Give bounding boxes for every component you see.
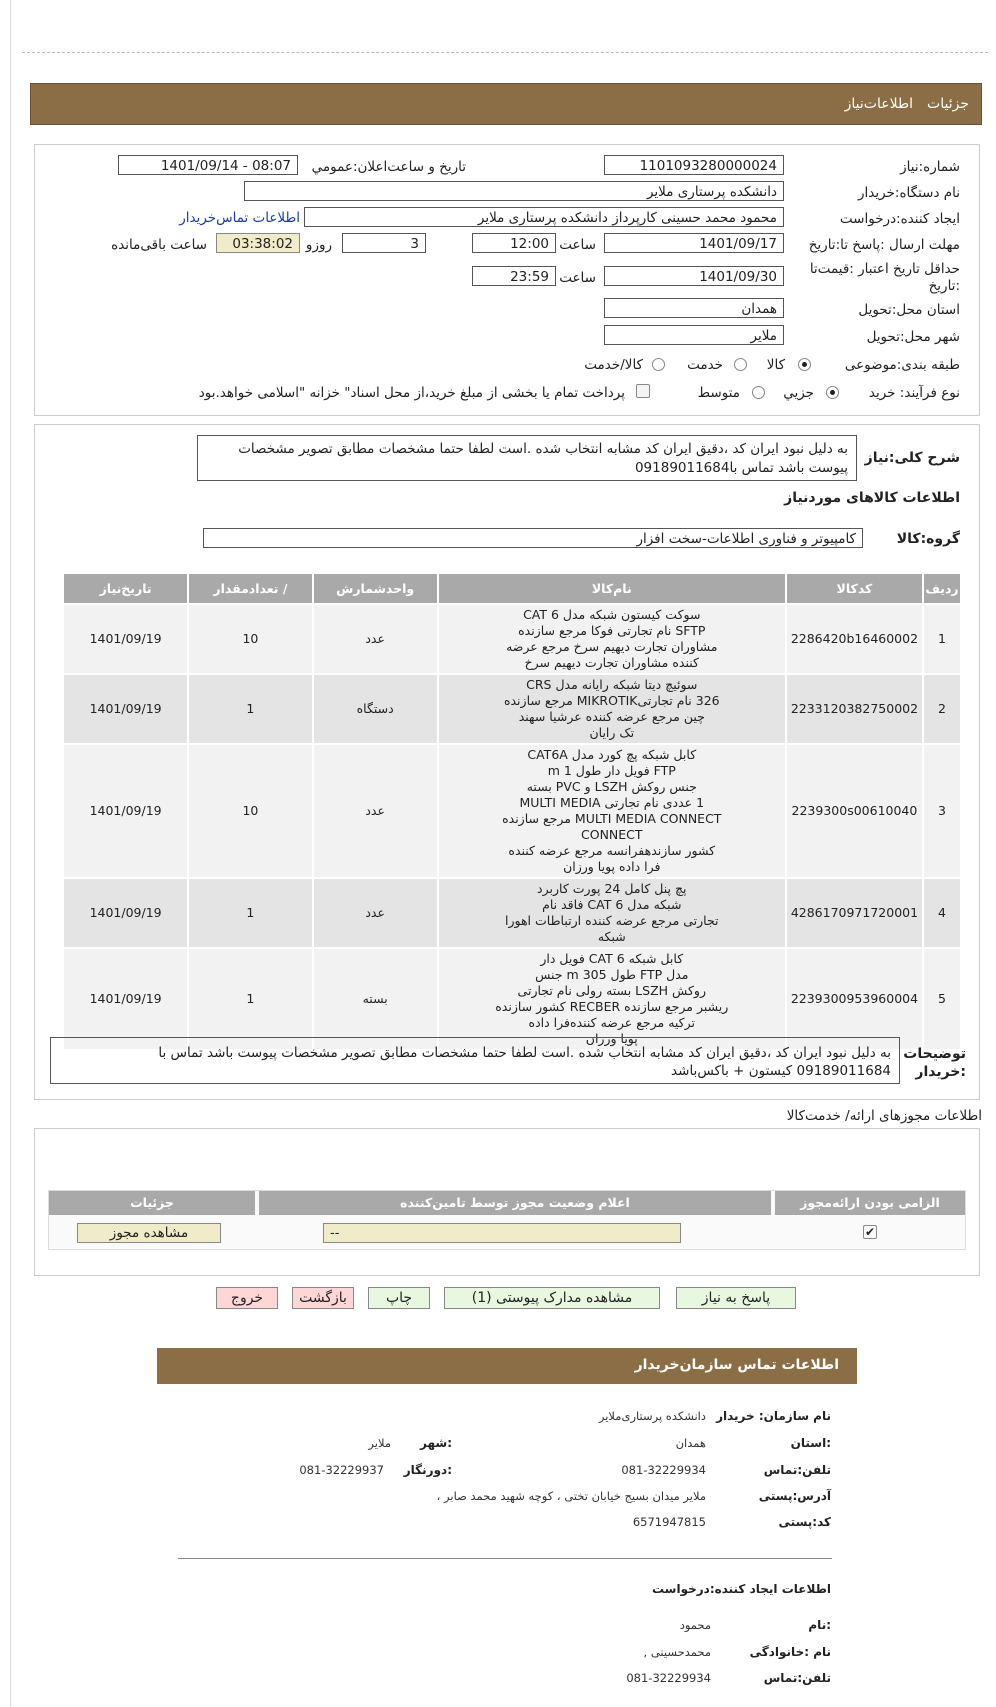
name-line: 1 عددی نام تجارتی MULTI MEDIA [519, 795, 705, 810]
days-label: روزو [305, 237, 332, 253]
validity-date-field: 1401/09/30 [604, 266, 784, 286]
row-name [438, 674, 786, 744]
need-number-field: 1101093280000024 [604, 155, 784, 175]
creator-info-title: اطلاعات ایجاد کننده:درخواست [651, 1582, 831, 1596]
postal-value: 6571947815 [632, 1515, 706, 1529]
phone-value: 081-32229934 [621, 1463, 706, 1477]
row-code: 2233120382750002 [786, 674, 923, 744]
category-goods-radio[interactable] [798, 358, 811, 371]
items-table [62, 572, 962, 1051]
address-label: آدرس:پستی [758, 1489, 831, 1503]
name-line: پویا ورزان [585, 1031, 638, 1046]
row-code: 2286420b16460002 [786, 604, 923, 674]
category-both-label: کالا/خدمت [584, 357, 643, 373]
attachments-button[interactable]: مشاهده مدارک پیوستی (1) [444, 1287, 660, 1309]
row-qty: 1 [188, 674, 312, 744]
row-unit: دستگاه [313, 674, 438, 744]
process-medium-label: متوسط [697, 385, 740, 401]
license-required-checkbox[interactable]: ✔ [864, 1225, 876, 1239]
col-code: کدکالا [786, 573, 923, 604]
city-field: ملایر [604, 325, 784, 345]
row-index: 5 [923, 948, 961, 1050]
row-index: 2 [923, 674, 961, 744]
buyer-notes-line-2: 09189011684 کیستون + باکس‌باشد [671, 1063, 891, 1079]
province-label: استان محل:تحویل [858, 302, 960, 318]
deadline-label: مهلت ارسال :پاسخ تا:تاریخ [808, 237, 960, 253]
row-unit: بسته [313, 948, 438, 1050]
buyer-notes-line-1: به دلیل نبود ایران کد ،دقیق ایران کد مشابه انتخاب شده .است لطفا حتما مشخصات مطابق تصویر مشخصات پیوست باشد تماس با [158, 1045, 891, 1061]
tab-need-info[interactable]: اطلاعات‌نیاز [844, 96, 913, 112]
fax-value: 081-32229937 [299, 1463, 384, 1477]
creator-phone-value: 081-32229934 [626, 1671, 711, 1685]
creator-family-label: نام :خانوادگی [749, 1645, 831, 1659]
row-date: 1401/09/19 [63, 674, 188, 744]
org-label: نام سازمان: خریدار [716, 1409, 831, 1423]
name-line: مدل FTP طول 305 m جنس [535, 967, 689, 982]
license-status-field: -- [323, 1223, 681, 1243]
buyer-notes-label-2: :خریدار [915, 1064, 966, 1080]
table-row [63, 604, 961, 674]
name-line: کابل شبکه پچ کورد مدل CAT6A [527, 747, 697, 762]
col-license-details: جزئیات [49, 1191, 255, 1215]
col-name: نام‌کالا [438, 573, 786, 604]
row-date: 1401/09/19 [63, 604, 188, 674]
table-row [63, 878, 961, 948]
row-date: 1401/09/19 [63, 744, 188, 878]
remaining-timer: 03:38:02 [216, 233, 300, 253]
goods-group-label: گروه:کالا [896, 531, 960, 547]
province-contact-value: همدان [675, 1436, 706, 1450]
items-table-header [63, 573, 961, 604]
col-unit: واحدشمارش [313, 573, 438, 604]
col-qty: / تعدادمقدار [188, 573, 312, 604]
creator-name-value: محمود [679, 1618, 711, 1632]
goods-info-title: اطلاعات کالاهای موردنیاز [784, 490, 960, 506]
name-line: تک رایان [589, 725, 635, 740]
fax-label: :دورنگار [403, 1463, 452, 1477]
name-line: شبکه مدل CAT 6 فاقد نام [542, 897, 682, 912]
city-label: شهر محل:تحویل [866, 329, 960, 345]
deadline-time-field: 12:00 [472, 233, 556, 253]
name-line: پچ پنل کامل 24 پورت کاربرد [537, 881, 687, 896]
name-line: چین مرجع عرضه کننده عرشیا سهند [518, 709, 705, 724]
province-field: همدان [604, 298, 784, 318]
treasury-payment-note: پرداخت تمام یا بخشی از مبلغ خرید،از محل اسناد" خزانه "اسلامی خواهد.بود [198, 385, 625, 401]
validity-label-2: :تاریخ [928, 278, 960, 294]
col-license-required: الزامی بودن ارائه‌مجوز [775, 1191, 965, 1215]
name-line: کشور سازندهفرانسه مرجع عرضه کننده [508, 843, 716, 858]
treasury-payment-checkbox[interactable] [636, 384, 650, 398]
announce-label: تاریخ و ساعت‌اعلان:عمومي [311, 159, 466, 175]
org-value: دانشکده پرستاری‌ملایر [598, 1409, 706, 1423]
table-row [63, 948, 961, 1050]
row-date: 1401/09/19 [63, 948, 188, 1050]
name-line: SFTP نام تجارتی فوکا مرجع سازنده [518, 623, 706, 638]
contact-info-header [157, 1348, 857, 1384]
row-name [438, 948, 786, 1050]
creator-field: محمود محمد حسینی کارپرداز دانشکده پرستاری ملایر [304, 207, 784, 227]
tab-details[interactable]: جزئیات [927, 96, 969, 112]
days-field: 3 [342, 233, 426, 253]
name-line: مشاوران تجارت دیهیم سرخ مرجع عرضه [506, 639, 718, 654]
address-value: ملایر میدان بسیج خیابان تختی ، کوچه شهید محمد صابر ، [436, 1489, 706, 1503]
col-row: ردیف [923, 573, 961, 604]
row-qty: 1 [188, 948, 312, 1050]
summary-text: به دلیل نبود ایران کد ،دقیق ایران کد مشابه انتخاب شده .است لطفا حتما مشخصات مطابق تصویر مشخصات پیوست باشد تماس با09189011684 [197, 435, 857, 481]
remaining-label: ساعت باقی‌مانده [111, 237, 207, 253]
buyer-label: نام دستگاه:خریدار [857, 185, 960, 201]
process-partial-label: جزیي [783, 385, 814, 401]
deadline-time-label: ساعت [559, 237, 596, 253]
creator-phone-label: تلفن:تماس [763, 1671, 831, 1685]
contact-divider [178, 1558, 832, 1559]
name-line: سوئیچ دیتا شبکه رایانه مدل CRS [526, 677, 698, 692]
contact-info-title: اطلاعات تماس سازمان‌خریدار [634, 1357, 839, 1373]
left-border-line [10, 0, 11, 1707]
row-qty: 1 [188, 878, 312, 948]
row-qty: 10 [188, 744, 312, 878]
goods-group-field: کامپیوتر و فناوری اطلاعات-سخت افزار [203, 528, 863, 548]
view-license-button[interactable]: مشاهده مجوز [77, 1223, 221, 1243]
name-line: ترکیه مرجع عرضه کننده‌فرا داده [528, 1015, 695, 1030]
row-code: 2239300953960004 [786, 948, 923, 1050]
creator-name-label: :نام [808, 1618, 831, 1632]
summary-label: شرح کلی:نیاز [864, 450, 960, 466]
name-line: ریشبر مرجع سازنده RECBER کشور سازنده [495, 999, 729, 1014]
row-qty: 10 [188, 604, 312, 674]
city-contact-label: :شهر [420, 1436, 452, 1450]
creator-label: ایجاد کننده:درخواست [839, 211, 960, 227]
table-row [63, 744, 961, 878]
creator-family-value: محمدحسینی , [643, 1645, 711, 1659]
need-number-label: شماره:نیاز [900, 159, 960, 175]
validity-time-field: 23:59 [472, 266, 556, 286]
name-line: MULTI MEDIA CONNECT مرجع سازنده [502, 811, 722, 826]
name-line: CONNECT [581, 827, 643, 842]
row-name [438, 878, 786, 948]
process-medium-radio[interactable] [752, 386, 765, 399]
name-line: کننده مشاوران تجارت دیهیم سرخ [524, 655, 699, 670]
name-line: فرا داده پویا ورزان [563, 859, 661, 874]
row-index: 4 [923, 878, 961, 948]
category-service-label: خدمت [687, 357, 723, 373]
phone-label: تلفن:تماس [763, 1463, 831, 1477]
process-partial-radio[interactable] [826, 386, 839, 399]
process-label: نوع فرآیند: خرید [868, 385, 960, 401]
row-index: 1 [923, 604, 961, 674]
row-name [438, 744, 786, 878]
deadline-date-field: 1401/09/17 [604, 233, 784, 253]
name-line: سوکت کیستون شبکه مدل CAT 6 [523, 607, 701, 622]
name-line: جنس روکش LSZH و PVC بسته [526, 779, 697, 794]
page-header [30, 83, 982, 125]
name-line: شبکه [597, 929, 626, 944]
table-row [63, 674, 961, 744]
row-name [438, 604, 786, 674]
validity-time-label: ساعت [559, 270, 596, 286]
validity-label-1: حداقل تاریخ اعتبار :قیمت‌تا [809, 261, 960, 277]
row-index: 3 [923, 744, 961, 878]
announce-field: 1401/09/14 - 08:07 [118, 155, 298, 175]
category-goods-label: کالا [766, 357, 785, 373]
name-line: کابل شبکه CAT 6 فویل دار [540, 951, 684, 966]
row-unit: عدد [313, 878, 438, 948]
buyer-contact-link[interactable]: اطلاعات تماس‌خریدار [179, 210, 300, 226]
buyer-notes-box [50, 1037, 900, 1084]
licenses-table [48, 1190, 966, 1250]
reply-button[interactable]: پاسخ به نیاز [676, 1287, 796, 1309]
name-line: روکش LSZH بسته رولی نام تجارتی [517, 983, 706, 998]
name-line: 326 نام تجارتیMIKROTIK مرجع سازنده [503, 693, 720, 708]
category-service-radio[interactable] [734, 358, 747, 371]
category-both-radio[interactable] [652, 358, 665, 371]
province-contact-label: :استان [790, 1436, 831, 1450]
col-license-status: اعلام وضعیت مجوز توسط تامین‌کننده [259, 1191, 771, 1215]
row-date: 1401/09/19 [63, 878, 188, 948]
row-code: 4286170971720001 [786, 878, 923, 948]
items-table-wrap [62, 572, 962, 1051]
row-unit: عدد [313, 744, 438, 878]
row-unit: عدد [313, 604, 438, 674]
print-button[interactable]: چاپ [368, 1287, 430, 1309]
back-button[interactable]: بازگشت [292, 1287, 354, 1309]
top-divider [22, 52, 988, 53]
name-line: تجارتی مرجع عرضه کننده ارتباطات اهورا [505, 913, 719, 928]
col-date: تاریخ‌نیاز [63, 573, 188, 604]
buyer-notes-label-1: توضیحات [903, 1046, 966, 1062]
buyer-field: دانشکده پرستاری ملایر [244, 181, 784, 201]
name-line: FTP فویل دار طول 1 m [547, 763, 676, 778]
row-code: 2239300s00610040 [786, 744, 923, 878]
licenses-title: اطلاعات مجوزهای ارائه/ خدمت‌کالا [786, 1108, 982, 1124]
postal-label: کد:پستی [778, 1515, 831, 1529]
category-label: طبقه بندی:موضوعی [844, 357, 960, 373]
city-contact-value: ملایر [368, 1436, 391, 1450]
exit-button[interactable]: خروج [216, 1287, 278, 1309]
